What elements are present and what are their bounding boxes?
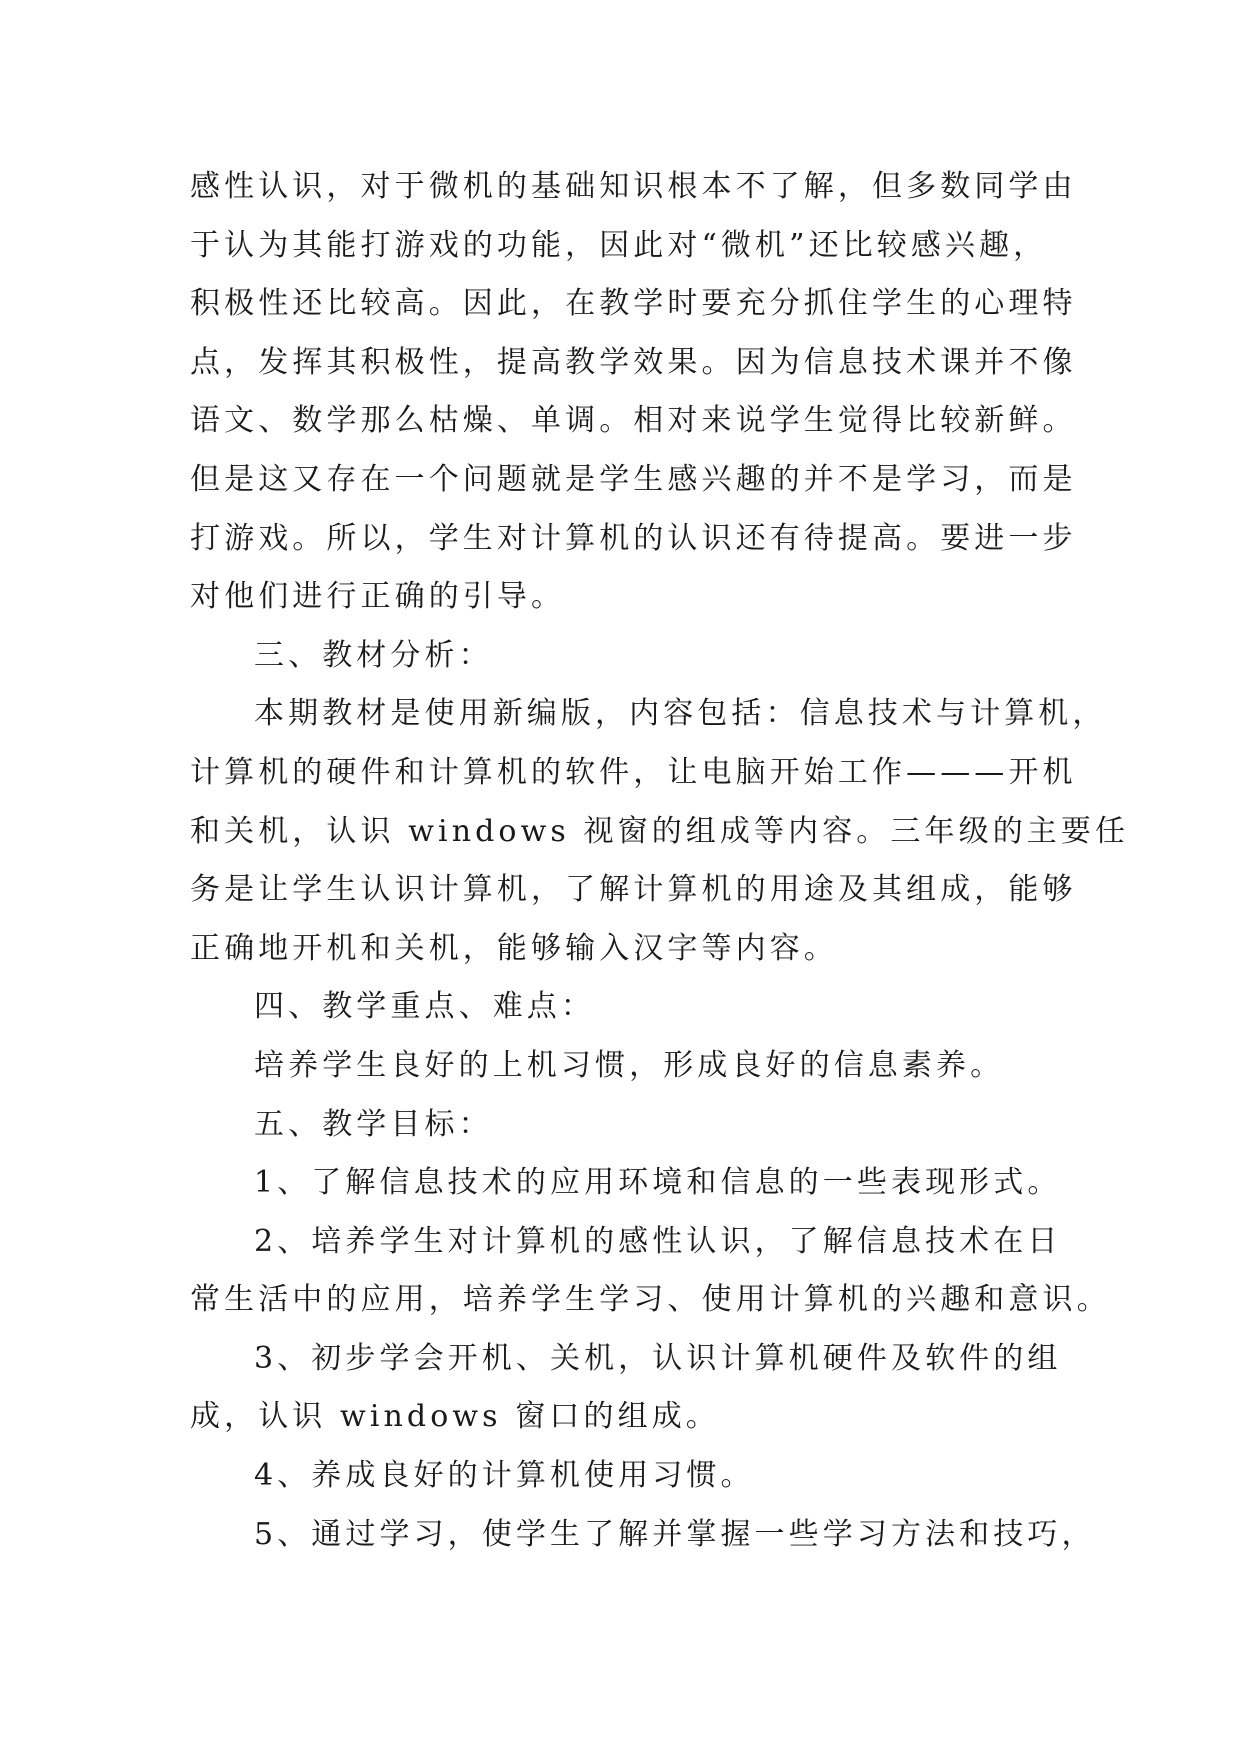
- text-line: 对他们进行正确的引导。: [190, 579, 566, 615]
- text-line: 1、了解信息技术的应用环境和信息的一些表现形式。: [254, 1165, 1062, 1201]
- text-line: 打游戏。所以，学生对计算机的认识还有待提高。要进一步: [190, 520, 1077, 556]
- text-line: 但是这又存在一个问题就是学生感兴趣的并不是学习，而是: [190, 461, 1077, 497]
- text-line: 5、通过学习，使学生了解并掌握一些学习方法和技巧，: [254, 1516, 1096, 1552]
- text-line: 4、养成良好的计算机使用习惯。: [254, 1458, 755, 1494]
- text-line: 计算机的硬件和计算机的软件，让电脑开始工作———开机: [190, 754, 1077, 790]
- text-line: 常生活中的应用，培养学生学习、使用计算机的兴趣和意识。: [190, 1282, 1111, 1318]
- text-line: 培养学生良好的上机习惯，形成良好的信息素养。: [254, 1047, 1005, 1083]
- text-line: 积极性还比较高。因此，在教学时要充分抓住学生的心理特: [190, 286, 1077, 322]
- text-line: 2、培养学生对计算机的感性认识，了解信息技术在日: [254, 1223, 1062, 1259]
- text-line: 点，发挥其积极性，提高教学效果。因为信息技术课并不像: [190, 344, 1077, 380]
- text-line: 四、教学重点、难点：: [254, 989, 595, 1025]
- text-line: 本期教材是使用新编版，内容包括：信息技术与计算机，: [254, 696, 1107, 732]
- text-line: 感性认识，对于微机的基础知识根本不了解，但多数同学由: [190, 169, 1077, 204]
- text-line: 务是让学生认识计算机，了解计算机的用途及其组成，能够: [190, 872, 1077, 908]
- text-line: 语文、数学那么枯燥、单调。相对来说学生觉得比较新鲜。: [190, 403, 1077, 439]
- text-line: 成，认识 windows 窗口的组成。: [190, 1399, 720, 1435]
- text-line: 三、教材分析：: [254, 637, 493, 673]
- document-body: [190, 158, 1130, 1564]
- text-line: 正确地开机和关机，能够输入汉字等内容。: [190, 930, 838, 966]
- text-line: 于认为其能打游戏的功能，因此对“微机”还比较感兴趣，: [190, 227, 1048, 263]
- text-line: 和关机，认识 windows 视窗的组成等内容。三年级的主要任: [190, 813, 1130, 849]
- text-line: 3、初步学会开机、关机，认识计算机硬件及软件的组: [254, 1340, 1062, 1376]
- text-line: 五、教学目标：: [254, 1106, 493, 1142]
